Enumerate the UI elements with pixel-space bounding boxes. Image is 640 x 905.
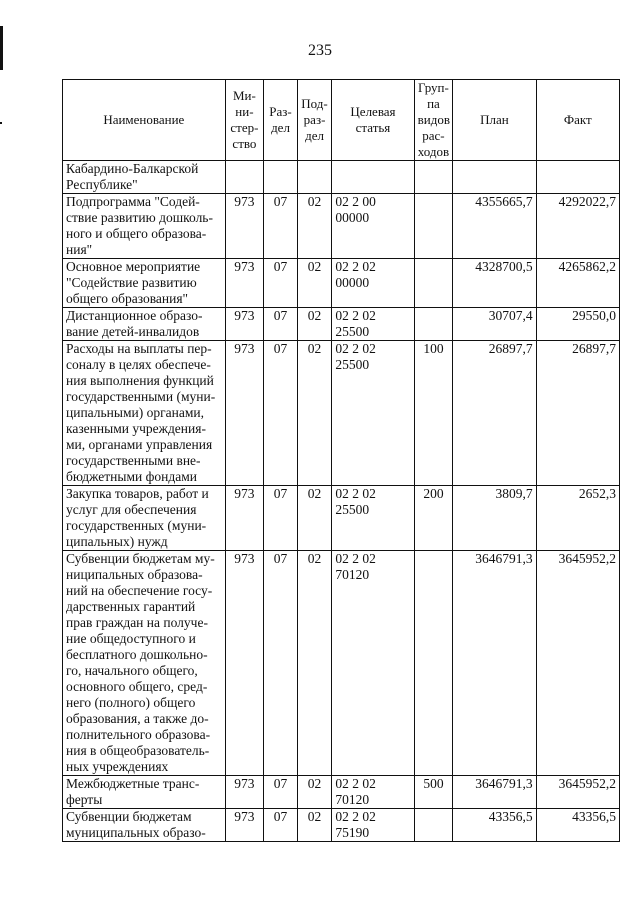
cell-section: 07 (264, 308, 298, 341)
cell-target: 02 2 02 70120 (332, 776, 414, 809)
cell-ministry: 973 (225, 259, 264, 308)
cell-plan: 3646791,3 (453, 551, 536, 776)
header-subsection-text: Под- раз- дел (301, 96, 328, 143)
cell-name: Подпрограмма "Содей- ствие развитию дошколь- ного и общего образова- ния" (63, 194, 226, 259)
header-fact: Факт (536, 80, 619, 161)
header-target-text: Целевая статья (350, 104, 396, 135)
cell-ministry: 973 (225, 776, 264, 809)
cell-fact: 29550,0 (536, 308, 619, 341)
header-expense-group (414, 80, 453, 161)
header-plan: План (453, 80, 536, 161)
cell-name: Субвенции бюджетам муниципальных образо- (63, 809, 226, 842)
header-name: Наименование (63, 80, 226, 161)
cell-section: 07 (264, 194, 298, 259)
cell-name: Закупка товаров, работ и услуг для обеспечения государственных (муни- ципальных) нужд (63, 486, 226, 551)
cell-expense-group (414, 809, 453, 842)
cell-expense-group: 500 (414, 776, 453, 809)
cell-section: 07 (264, 776, 298, 809)
cell-target: 02 2 02 25500 (332, 486, 414, 551)
cell-plan: 43356,5 (453, 809, 536, 842)
table-header-row (63, 80, 620, 161)
cell-target: 02 2 02 75190 (332, 809, 414, 842)
cell-plan: 4328700,5 (453, 259, 536, 308)
cell-subsection: 02 (297, 308, 332, 341)
cell-subsection: 02 (297, 809, 332, 842)
header-ministry (225, 80, 264, 161)
cell-name: Субвенции бюджетам му- ниципальных образова- ний на обеспечение госу- дарственных гарантий прав граждан на получе- ние общедоступного и бесплатного дошкольно- го, начального общего, основного общего, сред- него (полного) общего образования, а также до- полнительного образова- ния в общеобразователь- ных учреждениях (63, 551, 226, 776)
cell-fact: 4265862,2 (536, 259, 619, 308)
cell-fact: 4292022,7 (536, 194, 619, 259)
cell-plan: 3646791,3 (453, 776, 536, 809)
cell-name: Кабардино-Балкарской Республике" (63, 161, 226, 194)
cell-name: Основное мероприятие "Содействие развитию общего образования" (63, 259, 226, 308)
cell-ministry (225, 161, 264, 194)
cell-expense-group (414, 161, 453, 194)
cell-expense-group (414, 194, 453, 259)
cell-target: 02 2 02 70120 (332, 551, 414, 776)
cell-subsection: 02 (297, 194, 332, 259)
cell-name: Межбюджетные транс- ферты (63, 776, 226, 809)
header-subsection (297, 80, 332, 161)
cell-fact: 3645952,2 (536, 551, 619, 776)
cell-ministry: 973 (225, 308, 264, 341)
cell-plan: 30707,4 (453, 308, 536, 341)
cell-section: 07 (264, 551, 298, 776)
cell-expense-group: 100 (414, 341, 453, 486)
cell-name: Дистанционное образо- вание детей-инвалидов (63, 308, 226, 341)
header-section (264, 80, 298, 161)
cell-plan: 26897,7 (453, 341, 536, 486)
cell-fact: 43356,5 (536, 809, 619, 842)
cell-section: 07 (264, 341, 298, 486)
cell-ministry: 973 (225, 341, 264, 486)
cell-name: Расходы на выплаты пер- соналу в целях обеспече- ния выполнения функций государственными (муни- ципальными) органами, казенными учреждения- ми, органами управления государственными вне- бюджетными фондами (63, 341, 226, 486)
table-row (63, 486, 620, 551)
cell-plan: 3809,7 (453, 486, 536, 551)
cell-section: 07 (264, 486, 298, 551)
cell-plan: 4355665,7 (453, 194, 536, 259)
cell-expense-group: 200 (414, 486, 453, 551)
cell-plan (453, 161, 536, 194)
cell-subsection: 02 (297, 776, 332, 809)
header-ministry-text: Ми- ни- стер- ство (230, 88, 259, 151)
table-row (63, 194, 620, 259)
page-number: 235 (308, 42, 332, 59)
cell-fact (536, 161, 619, 194)
table-row (63, 551, 620, 776)
table-body (63, 161, 620, 842)
cell-ministry: 973 (225, 486, 264, 551)
budget-table (62, 79, 620, 842)
cell-fact: 2652,3 (536, 486, 619, 551)
cell-subsection: 02 (297, 551, 332, 776)
table-row (63, 308, 620, 341)
cell-ministry: 973 (225, 551, 264, 776)
cell-target (332, 161, 414, 194)
cell-section: 07 (264, 809, 298, 842)
cell-subsection: 02 (297, 341, 332, 486)
table-row (63, 341, 620, 486)
table-row (63, 809, 620, 842)
cell-section: 07 (264, 259, 298, 308)
cell-target: 02 2 02 25500 (332, 341, 414, 486)
table-row (63, 259, 620, 308)
cell-target: 02 2 02 25500 (332, 308, 414, 341)
cell-ministry: 973 (225, 194, 264, 259)
cell-expense-group (414, 259, 453, 308)
cell-target: 02 2 00 00000 (332, 194, 414, 259)
cell-subsection: 02 (297, 486, 332, 551)
cell-section (264, 161, 298, 194)
table-row (63, 776, 620, 809)
cell-ministry: 973 (225, 809, 264, 842)
header-expense-group-text: Груп- па видов рас- ходов (417, 80, 450, 159)
cell-target: 02 2 02 00000 (332, 259, 414, 308)
header-section-text: Раз- дел (269, 104, 292, 135)
cell-expense-group (414, 551, 453, 776)
cell-subsection: 02 (297, 259, 332, 308)
margin-dot (0, 122, 2, 124)
header-target (332, 80, 414, 161)
cell-fact: 3645952,2 (536, 776, 619, 809)
cell-fact: 26897,7 (536, 341, 619, 486)
table-row (63, 161, 620, 194)
cell-subsection (297, 161, 332, 194)
cell-expense-group (414, 308, 453, 341)
